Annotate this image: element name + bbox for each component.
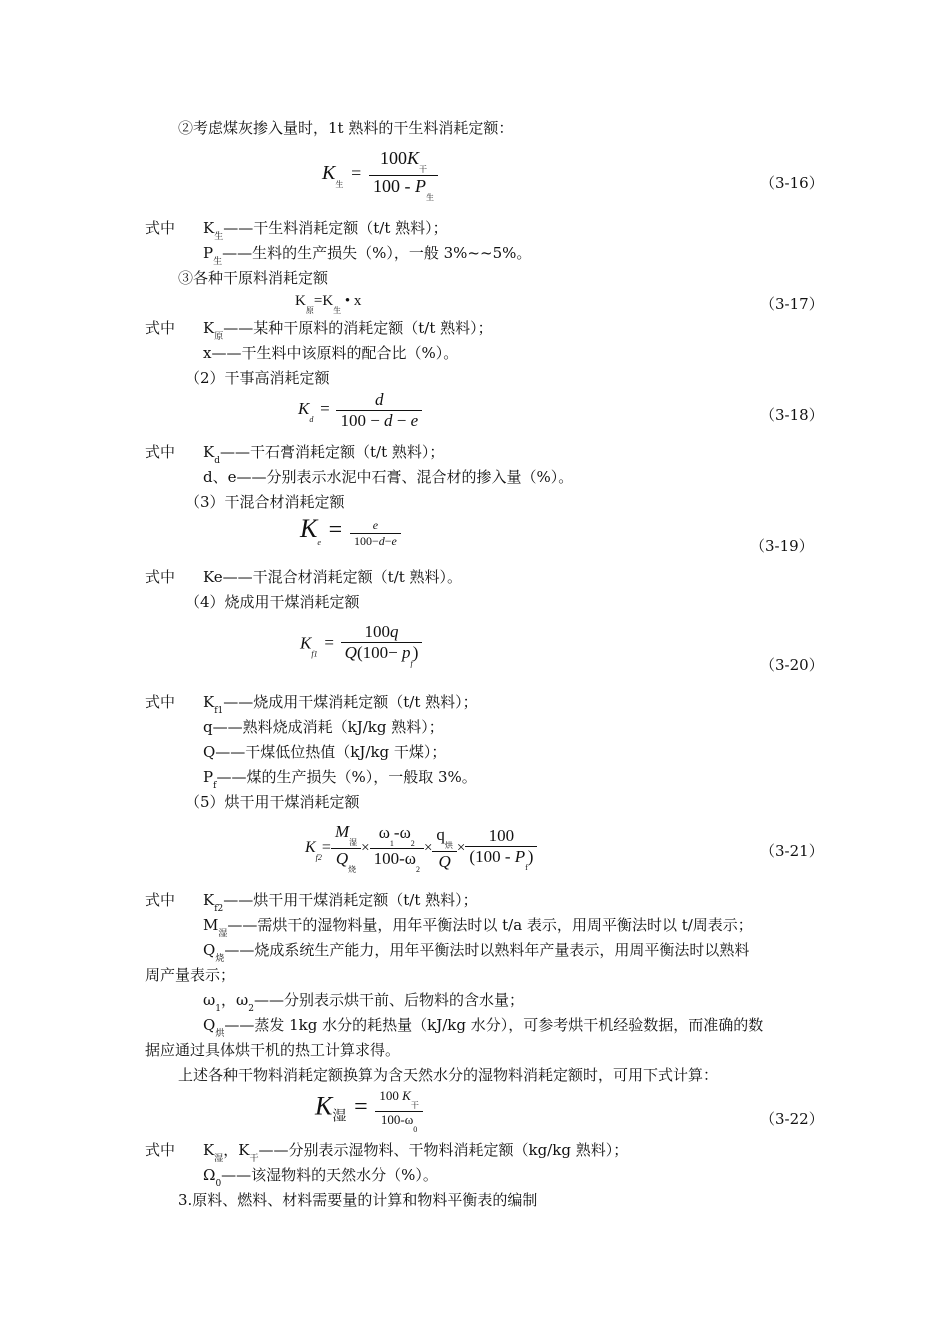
numerator: 100 [488, 825, 515, 845]
symbol-p: p [401, 643, 411, 662]
times-sign: × [361, 839, 370, 856]
subscript: 湿 [332, 1109, 347, 1125]
symbol-q-upper: Q [203, 941, 216, 959]
symbol-q-upper: Q [438, 852, 451, 871]
symbol-p: P [514, 846, 526, 866]
fraction: $\frac{100q}{Q(100- p_f)}$ [341, 622, 423, 668]
symbol-omega: ω [378, 823, 390, 842]
symbol-k: K [305, 838, 316, 856]
subscript: 生 [333, 306, 342, 315]
denominator: 100 [353, 534, 372, 549]
definition-text: ——需烘干的湿物料量，用年平衡法时以 t/a 表示，用周平衡法时以 t/周表示； [227, 916, 753, 934]
symbol-e: e [410, 411, 419, 430]
numerator: 100 [379, 1088, 399, 1103]
subscript: 0 [215, 1179, 222, 1189]
symbol-k: K [402, 1088, 411, 1103]
equals-sign: = [351, 162, 362, 183]
fraction: $\frac{\omega_1-\omega_2}{100-\omega_2}$ [370, 823, 424, 874]
symbol-k: K [406, 148, 419, 168]
definition-line: $\omega_1$，$\omega_2——$分别表示烘干前、后物料的含水量； [203, 991, 524, 1014]
symbol-omega: ω [235, 991, 249, 1009]
equals-sign: = [321, 838, 331, 856]
definition-text: ——干石膏消耗定额（t/t 熟料）； [219, 443, 445, 461]
subscript: 2 [248, 1004, 254, 1014]
fraction: $\frac{100}{(100 - P_f)}$ [465, 826, 537, 872]
subscript: 烧 [215, 954, 225, 964]
symbol-p: P [415, 176, 426, 196]
definition-line: d、e——分别表示水泥中石膏、混合材的掺入量（%）。 [203, 468, 574, 486]
equation-number: （3-21） [760, 842, 824, 860]
subscript: f [410, 659, 413, 668]
subscript: 湿 [349, 838, 358, 847]
symbol-k: K [295, 293, 306, 309]
text-line: ③各种干原料消耗定额 [178, 269, 329, 287]
definition-line: Ke——干混合材消耗定额（t/t 熟料）。 [203, 568, 463, 586]
symbol-m: M [203, 916, 219, 934]
symbol-q: q [436, 825, 445, 844]
formula-3-18 [298, 390, 422, 431]
fraction: $\frac{d}{100 - d - e}$ [336, 390, 422, 431]
symbol-omega: ω [203, 991, 216, 1009]
subscript: f1 [311, 649, 318, 659]
definition-text: ——该湿物料的天然水分（%）。 [221, 1166, 438, 1184]
equals-sign: = [313, 293, 323, 309]
formula-3-21 [305, 822, 537, 875]
subscript: f2 [214, 904, 224, 914]
subscript: 生 [335, 179, 344, 189]
symbol-k: K [203, 319, 215, 337]
symbol-k: K [203, 219, 215, 237]
equation-number: （3-16） [760, 174, 824, 192]
subscript: 2 [410, 839, 415, 848]
symbol-q-upper: Q [335, 849, 349, 868]
dot-operator: • [344, 293, 351, 309]
symbol-k: K [203, 693, 215, 711]
subscript: 生 [426, 193, 434, 202]
subscript: f1 [214, 706, 224, 716]
symbol-omega-upper: Ω [203, 1166, 216, 1184]
section-heading: （5）烘干用干煤消耗定额 [185, 793, 360, 811]
subscript: 干 [419, 165, 427, 174]
subscript: f [213, 781, 217, 791]
symbol-k: K [298, 398, 310, 418]
subscript: d [309, 414, 314, 424]
definition-text: ——烧成用干煤消耗定额（t/t 熟料）； [223, 693, 478, 711]
subscript: 0 [413, 1125, 418, 1134]
equals-sign: = [320, 398, 330, 418]
symbol-m: M [334, 822, 350, 841]
definition-text: ——分别表示湿物料、干物料消耗定额（kg/kg 熟料）； [258, 1141, 629, 1159]
denominator-value: 100 [362, 643, 389, 662]
equation-number: （3-20） [760, 656, 824, 674]
formula-3-16 [322, 148, 438, 203]
subscript: 干 [410, 1101, 419, 1110]
subscript: 湿 [214, 1154, 224, 1164]
fraction: $\frac{e}{100-d-e}$ [350, 518, 401, 549]
denominator: 100 - [373, 176, 415, 196]
definition-text: ——生料的生产损失（%），一般 3%~~5%。 [222, 244, 532, 262]
fraction: $\frac{100 K_干}{100-\omega_0}$ [375, 1088, 422, 1134]
numerator: e [372, 518, 379, 533]
subscript: f [525, 862, 528, 872]
section-heading: （2）干事高消耗定额 [185, 369, 330, 387]
definition-text: ——某种干原料的消耗定额（t/t 熟料）； [223, 319, 493, 337]
symbol-k: K [300, 514, 318, 543]
denominator: 100 [373, 849, 400, 868]
equation-number: （3-17） [760, 295, 824, 313]
definition-text: ——烧成系统生产能力，用年平衡法时以熟料年产量表示，用周平衡法时以熟料 [224, 941, 750, 959]
symbol-omega: ω [404, 849, 416, 868]
definition-text: ——干生料消耗定额（t/t 熟料）； [223, 219, 448, 237]
symbol-d: d [384, 411, 393, 430]
symbol-k: K [238, 1141, 250, 1159]
subscript: 烘 [215, 1029, 225, 1039]
denominator: 100 - [475, 846, 515, 866]
definition-text: ——蒸发 1kg 水分的耗热量（kJ/kg 水分），可参考烘干机经验数据，而准确的数 [224, 1016, 764, 1034]
times-sign: × [423, 839, 433, 856]
numerator: 100 [364, 622, 391, 641]
symbol-k: K [203, 891, 215, 909]
symbol-q-upper: Q [344, 643, 357, 662]
subscript: 原 [214, 332, 224, 342]
fraction [432, 825, 457, 872]
symbol-omega: ω [404, 1112, 414, 1127]
label-shizhong: 式中 [145, 319, 176, 337]
formula-3-19 [300, 514, 401, 549]
symbol-d: d [378, 534, 385, 549]
symbol-k: K [315, 1091, 333, 1121]
formula-3-20 [300, 622, 422, 668]
subscript: 生 [213, 257, 223, 267]
equals-sign: = [324, 633, 334, 653]
subscript: 湿 [218, 929, 228, 939]
definition-text: ——分别表示烘干前、后物料的含水量； [253, 991, 524, 1009]
definition-line: q——熟料烧成消耗（kJ/kg 熟料）； [203, 718, 444, 736]
subscript: e [317, 538, 321, 547]
denominator: 100 [340, 411, 366, 430]
numerator: 100 [379, 148, 407, 168]
symbol-omega: ω [399, 823, 411, 842]
fraction [331, 822, 361, 875]
subscript: 烘 [444, 841, 453, 850]
label-shizhong: 式中 [145, 443, 176, 461]
formula-3-22 [315, 1088, 423, 1134]
label-shizhong: 式中 [145, 219, 176, 237]
symbol-p: P [203, 244, 214, 262]
times-sign: × [456, 839, 466, 856]
section-heading: 3.原料、燃料、材料需要量的计算和物料平衡表的编制 [178, 1191, 538, 1209]
subscript: 烧 [348, 865, 357, 874]
definition-text: ——烘干用干煤消耗定额（t/t 熟料）； [223, 891, 478, 909]
text-line: 据应通过具体烘干机的热工计算求得。 [145, 1041, 401, 1059]
symbol-k: K [203, 443, 215, 461]
subscript: 2 [415, 865, 420, 874]
text-line: ②考虑煤灰掺入量时，1t 熟料的干生料消耗定额： [178, 119, 514, 137]
section-heading: （4）烧成用干煤消耗定额 [185, 593, 360, 611]
symbol-k: K [300, 633, 312, 653]
symbol-x: x [353, 293, 362, 309]
symbol-e: e [391, 534, 397, 549]
subscript: 干 [249, 1154, 259, 1164]
text-line: 上述各种干物料消耗定额换算为含天然水分的湿物料消耗定额时，可用下式计算： [178, 1066, 719, 1084]
formula-3-17 [295, 293, 361, 316]
subscript: 原 [305, 306, 314, 315]
equals-sign: = [328, 517, 343, 543]
equation-number: （3-22） [760, 1110, 824, 1128]
symbol-q-upper: Q [203, 1016, 216, 1034]
subscript: f2 [315, 852, 322, 862]
subscript: 1 [215, 1004, 221, 1014]
denominator: 100 [380, 1112, 401, 1127]
definition-line: Q——干煤低位热值（kJ/kg 干煤）； [203, 743, 447, 761]
subscript: d [214, 456, 220, 466]
label-shizhong: 式中 [145, 891, 176, 909]
subscript: 1 [389, 839, 394, 848]
section-heading: （3）干混合材消耗定额 [185, 493, 345, 511]
definition-line: x——干生料中该原料的配合比（%）。 [203, 344, 459, 362]
label-shizhong: 式中 [145, 1141, 176, 1159]
symbol-k: K [322, 161, 336, 184]
label-shizhong: 式中 [145, 568, 176, 586]
symbol-k: K [322, 293, 334, 309]
fraction [369, 148, 438, 203]
subscript: 生 [214, 232, 224, 242]
symbol-k: K [203, 1141, 215, 1159]
equation-number: （3-18） [760, 406, 824, 424]
numerator: d [375, 390, 384, 409]
definition-line: $K_湿$，$K_干——$分别表示湿物料、干物料消耗定额（kg/kg 熟料）； [203, 1141, 629, 1164]
definition-text: ——煤的生产损失（%），一般取 3%。 [216, 768, 477, 786]
equals-sign: = [354, 1094, 368, 1121]
equation-number: （3-19） [750, 537, 814, 555]
definition-line [203, 940, 749, 969]
label-shizhong: 式中 [145, 693, 176, 711]
symbol-p: P [203, 768, 214, 786]
text-line: 周产量表示； [145, 966, 236, 984]
symbol-q: q [390, 622, 399, 641]
